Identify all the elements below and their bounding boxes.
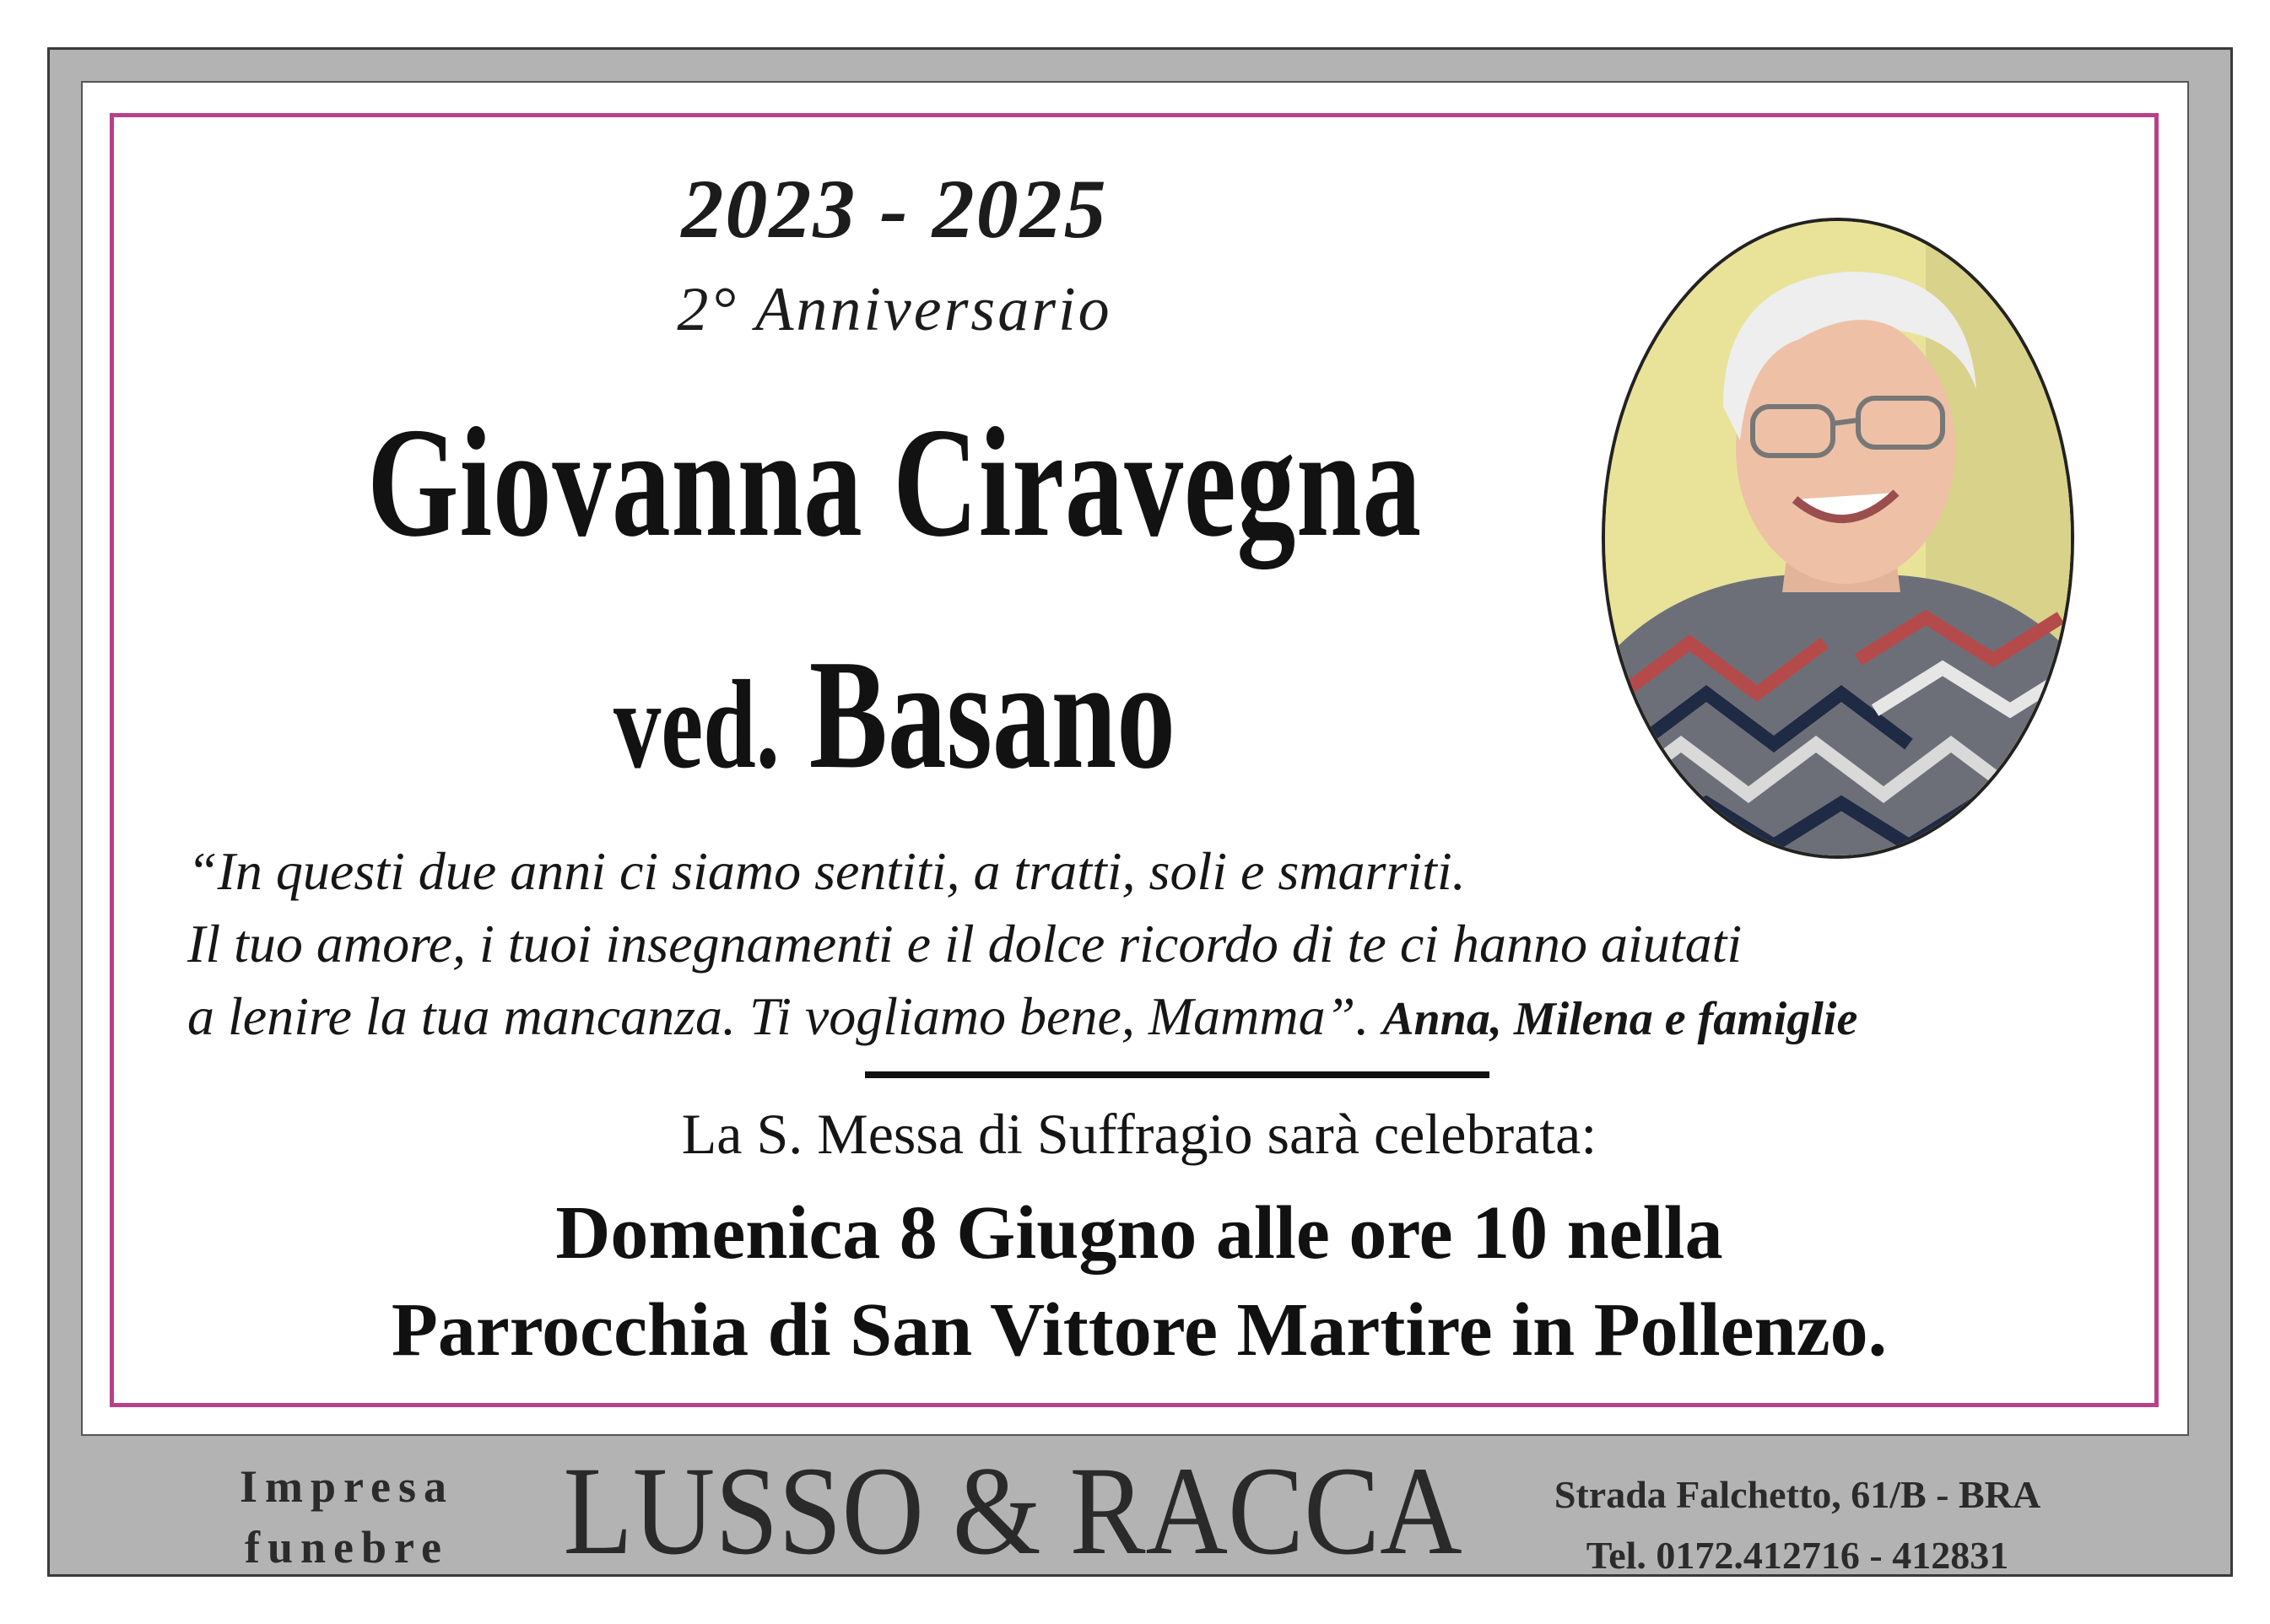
address-text: Strada Falchetto, 61/B - BRA xyxy=(1554,1473,2041,1516)
years-heading: 2023 - 2025 xyxy=(681,162,1108,256)
funeral-home-contact xyxy=(1502,1465,2093,1586)
label-line-2: funebre xyxy=(244,1522,449,1573)
married-name: Basano xyxy=(808,628,1176,801)
funeral-home-label xyxy=(208,1456,486,1578)
quote-line-2: Il tuo amore, i tuoi insegnamenti e il dolce ricordo di te ci hanno aiutati xyxy=(187,914,1743,974)
portrait-photo xyxy=(1602,218,2074,859)
deceased-name: Giovanna Ciravegna xyxy=(367,396,1422,569)
divider-rule xyxy=(865,1071,1489,1078)
family-signature: Anna, Milena e famiglie xyxy=(1382,993,1858,1045)
married-name-line xyxy=(350,624,1439,805)
funeral-home-brand: LUSSO & RACCA xyxy=(563,1441,1462,1581)
mass-intro: La S. Messa di Suffragio sarà celebrata: xyxy=(681,1102,1597,1166)
quote-line-3: a lenire la tua mancanza. Ti vogliamo bene, Mamma”. xyxy=(187,986,1370,1046)
ved-prefix: ved. xyxy=(613,655,780,795)
quote-line-1: “In questi due anni ci siamo sentiti, a tratti, soli e smarriti. xyxy=(187,841,1466,901)
mass-date-line: Domenica 8 Giugno alle ore 10 nella xyxy=(555,1191,1723,1275)
quote-line-3-wrap xyxy=(187,980,1857,1055)
mass-place-line: Parrocchia di San Vittore Martire in Pollenzo. xyxy=(391,1288,1888,1372)
phone-text: Tel. 0172.412716 - 412831 xyxy=(1586,1534,2009,1577)
anniversary-subtitle: 2° Anniversario xyxy=(677,275,1112,344)
memorial-quote xyxy=(187,835,1857,1055)
label-line-1: Impresa xyxy=(239,1461,454,1512)
